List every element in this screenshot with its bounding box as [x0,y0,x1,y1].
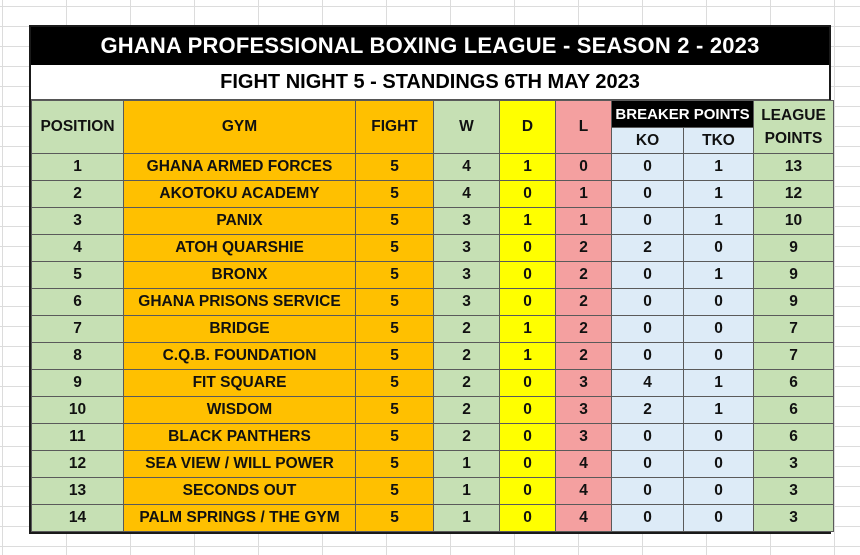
cell-wins[interactable]: 2 [434,370,500,397]
header-wins[interactable]: W [434,101,500,154]
cell-losses[interactable]: 2 [556,289,612,316]
cell-wins[interactable]: 3 [434,262,500,289]
cell-losses[interactable]: 0 [556,154,612,181]
cell-ko[interactable]: 0 [612,262,684,289]
cell-ko[interactable]: 0 [612,343,684,370]
cell-losses[interactable]: 2 [556,316,612,343]
cell-league-points[interactable]: 7 [754,316,834,343]
cell-position[interactable]: 3 [32,208,124,235]
header-losses[interactable]: L [556,101,612,154]
table-row[interactable] [32,154,834,181]
cell-tko[interactable]: 0 [684,478,754,505]
cell-league-points[interactable]: 6 [754,397,834,424]
cell-ko[interactable]: 0 [612,289,684,316]
table-row[interactable] [32,208,834,235]
cell-tko[interactable]: 1 [684,208,754,235]
cell-draws[interactable]: 0 [500,181,556,208]
cell-wins[interactable]: 2 [434,316,500,343]
header-league-line2: POINTS [764,129,823,147]
cell-gym[interactable]: BRONX [124,262,356,289]
cell-tko[interactable]: 0 [684,343,754,370]
header-tko[interactable]: TKO [684,128,754,154]
cell-position[interactable]: 11 [32,424,124,451]
cell-fight[interactable]: 5 [356,235,434,262]
standings-subtitle: FIGHT NIGHT 5 - STANDINGS 6TH MAY 2023 [31,65,829,100]
cell-draws[interactable]: 1 [500,316,556,343]
cell-league-points[interactable]: 6 [754,370,834,397]
cell-fight[interactable]: 5 [356,289,434,316]
cell-fight[interactable]: 5 [356,478,434,505]
cell-league-points[interactable]: 3 [754,478,834,505]
cell-gym[interactable]: SECONDS OUT [124,478,356,505]
table-row[interactable] [32,370,834,397]
cell-ko[interactable]: 0 [612,154,684,181]
standings-sheet [29,25,831,534]
cell-tko[interactable]: 1 [684,181,754,208]
cell-ko[interactable]: 0 [612,424,684,451]
cell-tko[interactable]: 1 [684,397,754,424]
header-fight[interactable]: FIGHT [356,101,434,154]
cell-league-points[interactable]: 13 [754,154,834,181]
cell-draws[interactable]: 0 [500,235,556,262]
cell-draws[interactable]: 0 [500,370,556,397]
cell-ko[interactable]: 0 [612,181,684,208]
cell-league-points[interactable]: 3 [754,451,834,478]
table-row[interactable] [32,181,834,208]
cell-draws[interactable]: 0 [500,505,556,532]
cell-ko[interactable]: 0 [612,505,684,532]
cell-draws[interactable]: 0 [500,451,556,478]
cell-draws[interactable]: 0 [500,289,556,316]
header-league-line1: LEAGUE [761,106,826,124]
cell-league-points[interactable]: 10 [754,208,834,235]
cell-draws[interactable]: 1 [500,343,556,370]
table-row[interactable] [32,262,834,289]
cell-wins[interactable]: 2 [434,343,500,370]
cell-position[interactable]: 13 [32,478,124,505]
cell-losses[interactable]: 2 [556,235,612,262]
cell-draws[interactable]: 0 [500,397,556,424]
table-row[interactable] [32,505,834,532]
cell-league-points[interactable]: 12 [754,181,834,208]
cell-league-points[interactable]: 7 [754,343,834,370]
cell-position[interactable]: 2 [32,181,124,208]
header-ko[interactable]: KO [612,128,684,154]
cell-tko[interactable]: 1 [684,154,754,181]
header-draws[interactable]: D [500,101,556,154]
cell-wins[interactable]: 1 [434,451,500,478]
cell-wins[interactable]: 3 [434,235,500,262]
cell-tko[interactable]: 0 [684,316,754,343]
cell-ko[interactable]: 2 [612,397,684,424]
cell-tko[interactable]: 0 [684,235,754,262]
cell-position[interactable]: 14 [32,505,124,532]
cell-ko[interactable]: 2 [612,235,684,262]
header-gym[interactable]: GYM [124,101,356,154]
table-row[interactable] [32,451,834,478]
cell-wins[interactable]: 4 [434,181,500,208]
header-breaker-points[interactable]: BREAKER POINTS [612,101,754,128]
cell-gym[interactable]: ATOH QUARSHIE [124,235,356,262]
cell-losses[interactable]: 4 [556,478,612,505]
standings-table [31,100,834,532]
cell-position[interactable]: 7 [32,316,124,343]
table-row[interactable] [32,235,834,262]
cell-losses[interactable]: 4 [556,505,612,532]
cell-wins[interactable]: 1 [434,478,500,505]
cell-position[interactable]: 9 [32,370,124,397]
cell-wins[interactable]: 4 [434,154,500,181]
cell-tko[interactable]: 0 [684,451,754,478]
cell-gym[interactable]: FIT SQUARE [124,370,356,397]
cell-league-points[interactable]: 9 [754,235,834,262]
cell-ko[interactable]: 0 [612,316,684,343]
cell-ko[interactable]: 0 [612,451,684,478]
cell-losses[interactable]: 2 [556,262,612,289]
cell-ko[interactable]: 4 [612,370,684,397]
cell-fight[interactable]: 5 [356,262,434,289]
cell-draws[interactable]: 0 [500,478,556,505]
table-row[interactable] [32,397,834,424]
cell-gym[interactable]: PALM SPRINGS / THE GYM [124,505,356,532]
cell-gym[interactable]: GHANA ARMED FORCES [124,154,356,181]
cell-gym[interactable]: GHANA PRISONS SERVICE [124,289,356,316]
cell-gym[interactable]: BRIDGE [124,316,356,343]
cell-draws[interactable]: 0 [500,262,556,289]
cell-losses[interactable]: 2 [556,343,612,370]
cell-wins[interactable]: 3 [434,208,500,235]
table-row[interactable] [32,316,834,343]
cell-gym[interactable]: BLACK PANTHERS [124,424,356,451]
cell-wins[interactable]: 1 [434,505,500,532]
cell-fight[interactable]: 5 [356,181,434,208]
cell-position[interactable]: 4 [32,235,124,262]
cell-league-points[interactable]: 6 [754,424,834,451]
league-title: GHANA PROFESSIONAL BOXING LEAGUE - SEASON 2 - 2023 [31,27,829,65]
cell-ko[interactable]: 0 [612,478,684,505]
cell-draws[interactable]: 0 [500,424,556,451]
cell-gym[interactable]: SEA VIEW / WILL POWER [124,451,356,478]
cell-position[interactable]: 5 [32,262,124,289]
cell-league-points[interactable]: 9 [754,262,834,289]
cell-wins[interactable]: 3 [434,289,500,316]
cell-losses[interactable]: 1 [556,181,612,208]
cell-gym[interactable]: WISDOM [124,397,356,424]
cell-losses[interactable]: 3 [556,424,612,451]
cell-fight[interactable]: 5 [356,316,434,343]
cell-tko[interactable]: 0 [684,505,754,532]
cell-losses[interactable]: 3 [556,370,612,397]
standings-body [32,154,834,532]
cell-ko[interactable]: 0 [612,208,684,235]
cell-fight[interactable]: 5 [356,343,434,370]
table-row[interactable] [32,478,834,505]
cell-fight[interactable]: 5 [356,424,434,451]
cell-position[interactable]: 10 [32,397,124,424]
table-row[interactable] [32,289,834,316]
cell-losses[interactable]: 4 [556,451,612,478]
cell-tko[interactable]: 0 [684,289,754,316]
cell-position[interactable]: 1 [32,154,124,181]
cell-wins[interactable]: 2 [434,424,500,451]
cell-fight[interactable]: 5 [356,208,434,235]
cell-gym[interactable]: C.Q.B. FOUNDATION [124,343,356,370]
cell-league-points[interactable]: 3 [754,505,834,532]
cell-tko[interactable]: 1 [684,262,754,289]
cell-draws[interactable]: 1 [500,208,556,235]
cell-losses[interactable]: 1 [556,208,612,235]
cell-draws[interactable]: 1 [500,154,556,181]
cell-fight[interactable]: 5 [356,451,434,478]
table-row[interactable] [32,424,834,451]
cell-league-points[interactable]: 9 [754,289,834,316]
cell-losses[interactable]: 3 [556,397,612,424]
cell-tko[interactable]: 0 [684,424,754,451]
cell-position[interactable]: 12 [32,451,124,478]
cell-position[interactable]: 8 [32,343,124,370]
cell-wins[interactable]: 2 [434,397,500,424]
table-row[interactable] [32,343,834,370]
cell-fight[interactable]: 5 [356,154,434,181]
cell-gym[interactable]: PANIX [124,208,356,235]
cell-position[interactable]: 6 [32,289,124,316]
cell-gym[interactable]: AKOTOKU ACADEMY [124,181,356,208]
header-position[interactable]: POSITION [32,101,124,154]
header-league-points[interactable] [754,101,834,154]
cell-fight[interactable]: 5 [356,505,434,532]
cell-fight[interactable]: 5 [356,370,434,397]
cell-fight[interactable]: 5 [356,397,434,424]
cell-tko[interactable]: 1 [684,370,754,397]
